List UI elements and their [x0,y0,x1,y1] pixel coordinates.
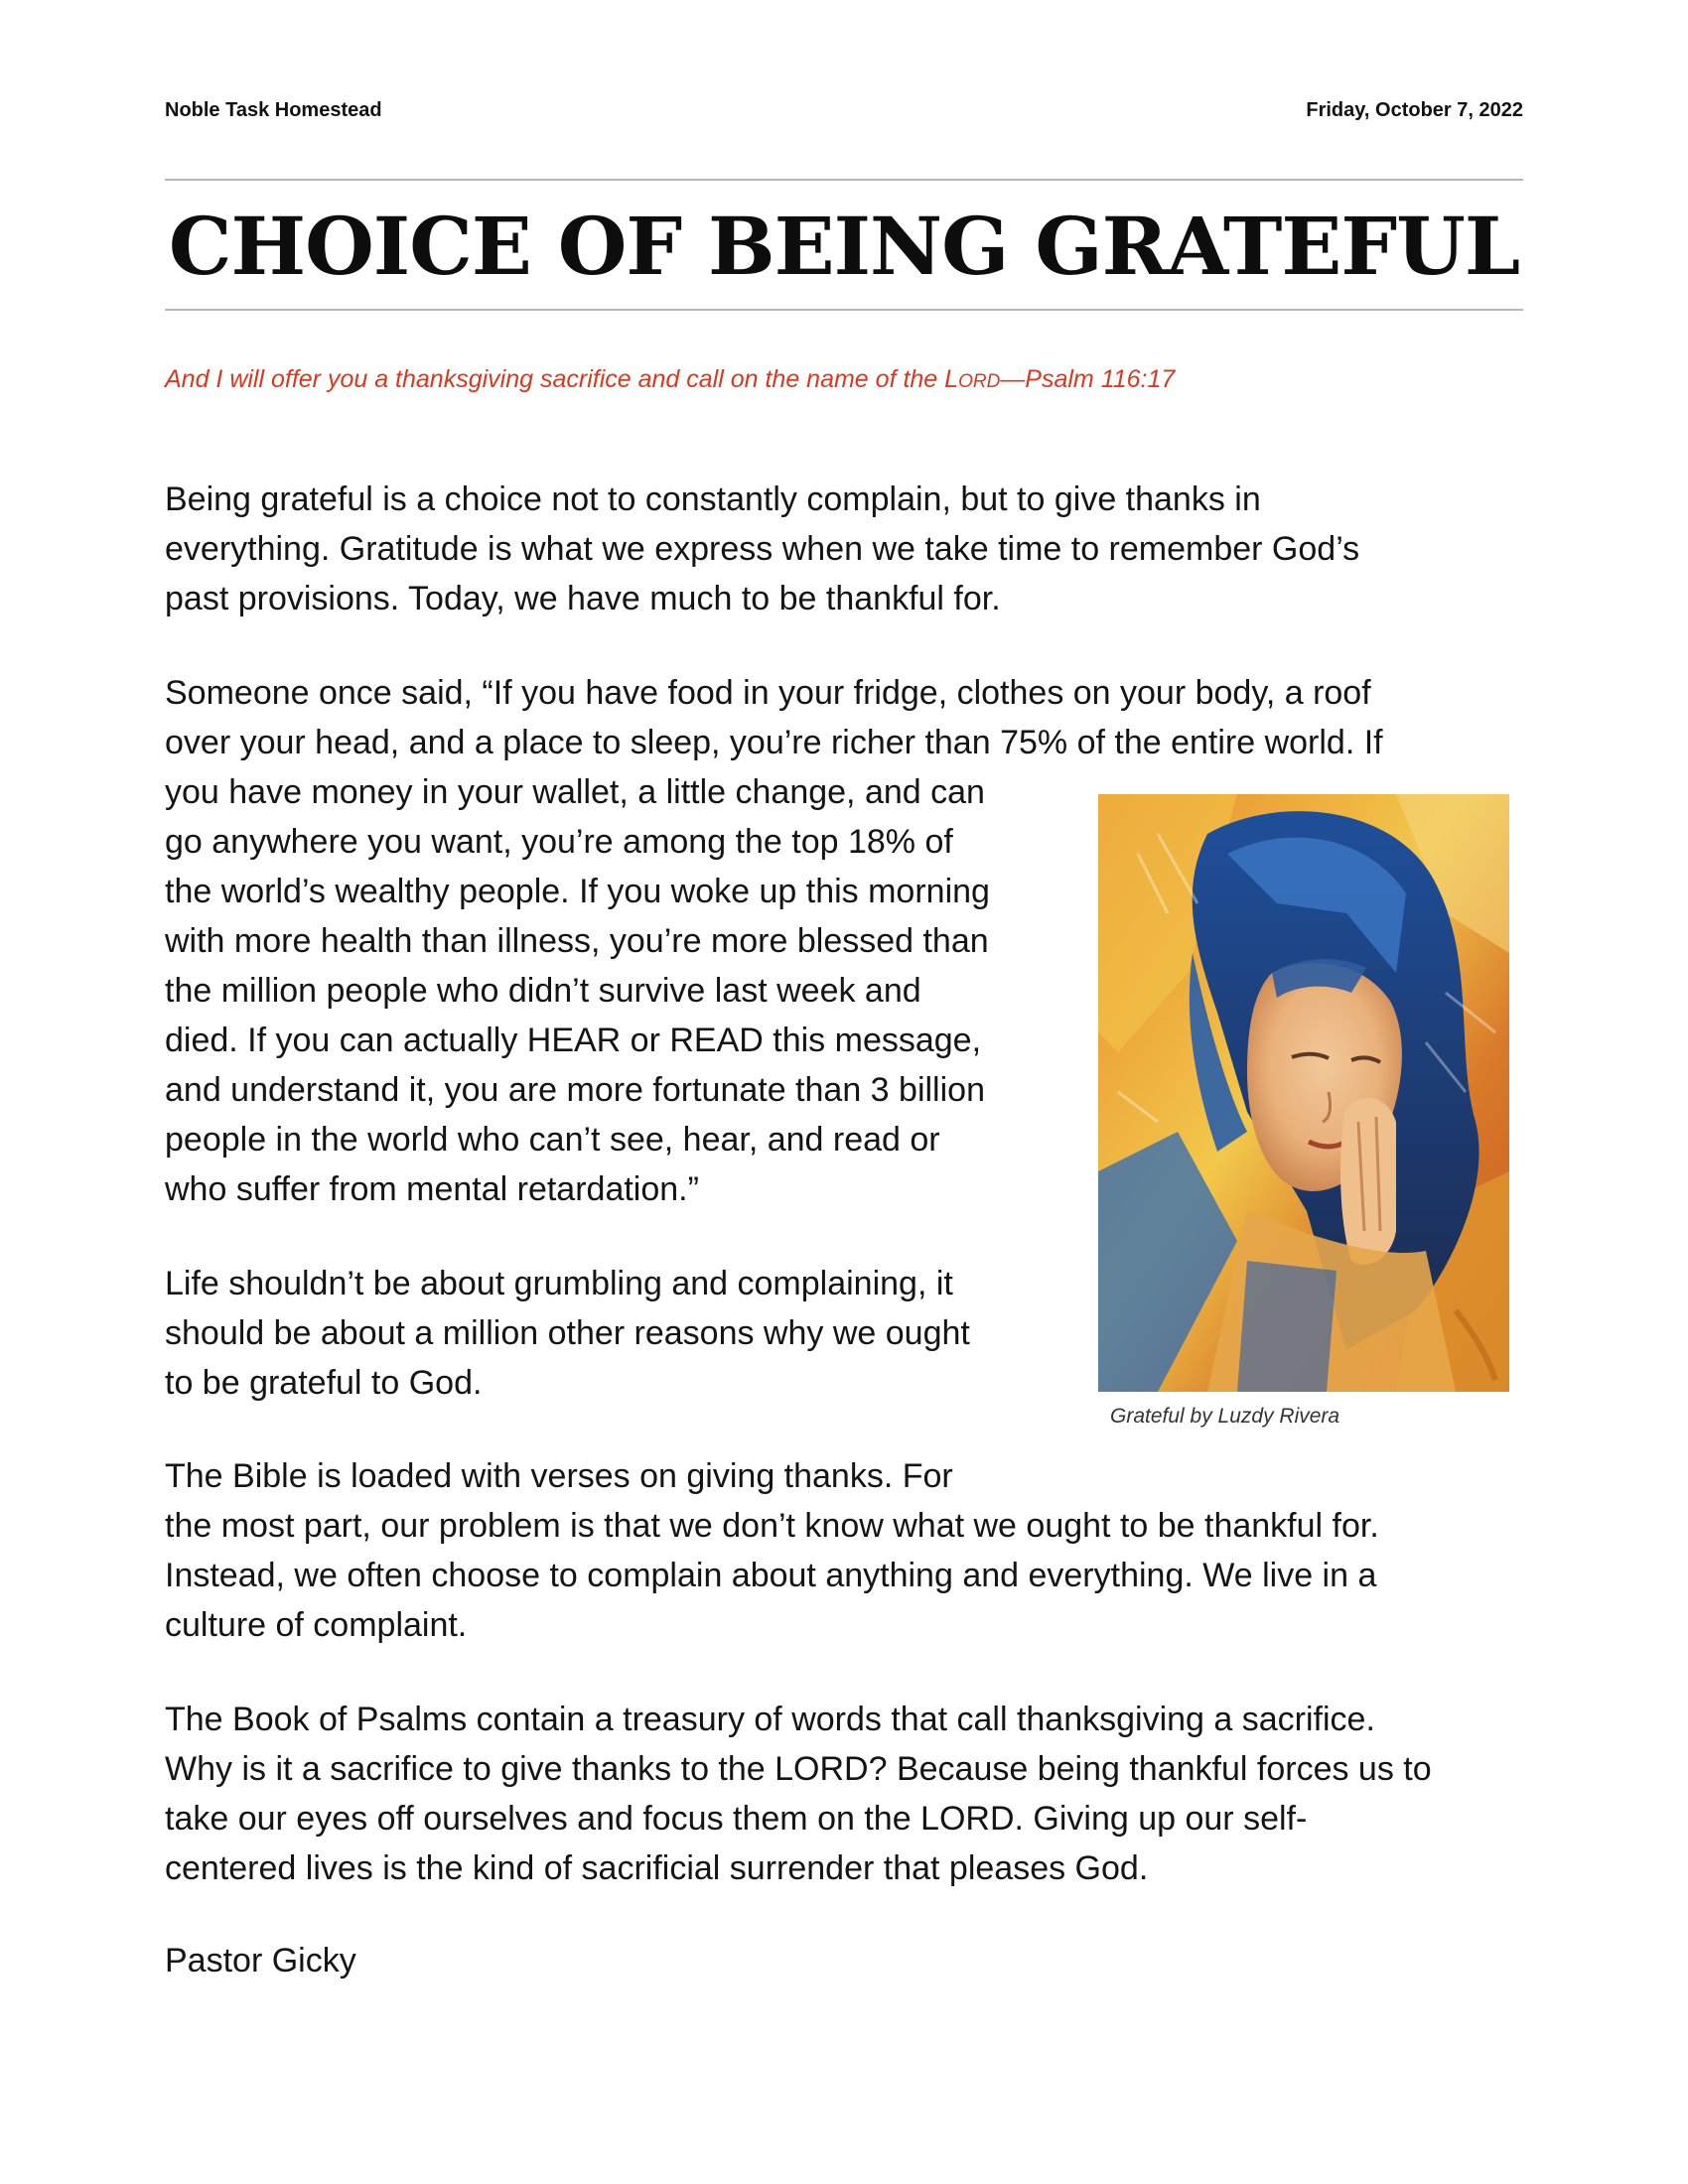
publication-date: Friday, October 7, 2022 [1306,99,1523,121]
image-caption: Grateful by Luzdy Rivera [1110,1405,1340,1428]
verse-text-after: —Psalm 116:17 [1000,365,1176,393]
paragraph-2-full-width [165,668,1523,767]
paragraph-line: everything. Gratitude is what we express when we take time to remember God’s [165,530,1360,568]
paragraph-line: and understand it, you are more fortunate than 3 billion [165,1071,985,1109]
paragraph-line: Someone once said, “If you have food in your fridge, clothes on your body, a roof [165,674,1371,712]
paragraph-line: died. If you can actually HEAR or READ this message, [165,1022,982,1059]
paragraph-line: who suffer from mental retardation.” [165,1170,699,1208]
paragraph-line: culture of complaint. [165,1606,468,1644]
paragraph-4-full-width [165,1501,1523,1650]
verse-small-caps: ORD [958,371,1001,392]
signature: Pastor Gicky [165,1942,356,1979]
title-rule-bottom [165,309,1523,311]
paragraph-line: take our eyes off ourselves and focus them on the LORD. Giving up our self- [165,1800,1308,1838]
paragraph-line: Being grateful is a choice not to constantly complain, but to give thanks in [165,480,1261,518]
painting-image [1098,794,1509,1392]
paragraph-line: you have money in your wallet, a little change, and can [165,773,985,811]
paragraph-5 [165,1695,1523,1893]
verse-text-before: And I will offer you a thanksgiving sacrifice and call on the name of the L [165,365,959,393]
paragraph-line: the million people who didn’t survive last week and [165,972,921,1010]
painting-illustration [1098,794,1509,1392]
paragraph-line: with more health than illness, you’re more blessed than [165,922,989,960]
page-title: CHOICE OF BEING GRATEFUL [168,200,1520,293]
paragraph-3 [165,1259,1068,1408]
paragraph-line: go anywhere you want, you’re among the top 18% of [165,823,953,861]
title-rule-top [165,179,1523,181]
paragraph-line: to be grateful to God. [165,1364,483,1402]
paragraph-line: should be about a million other reasons why we ought [165,1314,970,1352]
paragraph-line: past provisions. Today, we have much to be thankful for. [165,580,1001,617]
paragraph-line: The Bible is loaded with verses on giving thanks. For [165,1457,953,1495]
paragraph-line: centered lives is the kind of sacrificial surrender that pleases God. [165,1849,1149,1887]
paragraph-line: Why is it a sacrifice to give thanks to the LORD? Because being thankful forces us to [165,1750,1432,1788]
paragraph-line: Life shouldn’t be about grumbling and complaining, it [165,1265,953,1302]
paragraph-line: Instead, we often choose to complain about anything and everything. We live in a [165,1557,1377,1594]
paragraph-1 [165,475,1523,623]
paragraph-line: the most part, our problem is that we don’t know what we ought to be thankful for. [165,1507,1379,1545]
scripture-verse [165,365,1523,394]
paragraph-line: The Book of Psalms contain a treasury of words that call thanksgiving a sacrifice. [165,1701,1375,1738]
document-page [165,0,1523,2184]
paragraph-4-wrapped [165,1451,1068,1501]
paragraph-line: over your head, and a place to sleep, you’re richer than 75% of the entire world. If [165,724,1383,761]
paragraph-line: the world’s wealthy people. If you woke up this morning [165,873,990,910]
paragraph-line: people in the world who can’t see, hear, and read or [165,1121,940,1159]
publisher-name: Noble Task Homestead [165,99,382,121]
paragraph-2-wrapped [165,767,1068,1214]
page-header [165,99,1523,129]
